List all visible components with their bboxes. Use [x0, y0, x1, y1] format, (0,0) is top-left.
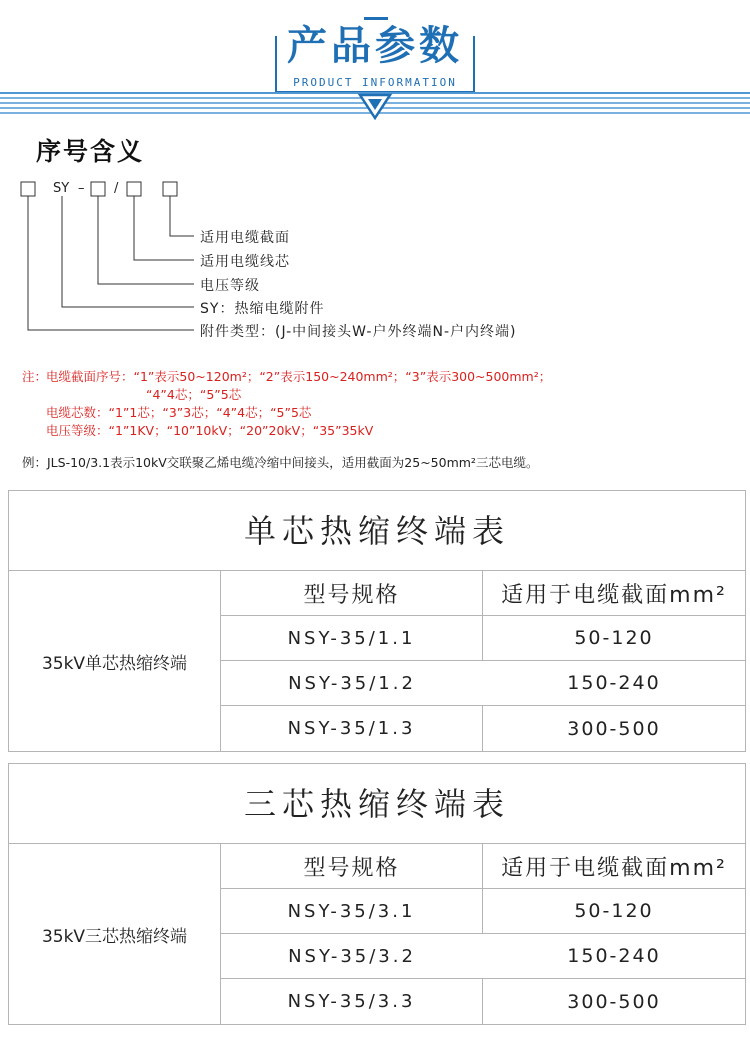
label-sy-accessory: SY：热缩电缆附件: [200, 301, 325, 317]
table-cell-range: 50-120: [483, 616, 745, 661]
label-cable-section: 适用电缆截面: [200, 230, 290, 246]
note-head: 注：: [22, 369, 48, 384]
table-cell-model: NSY-35/1.2: [221, 661, 483, 706]
table-grid: [9, 571, 745, 751]
section-header-banner: [0, 0, 750, 125]
code-meaning-diagram: [0, 176, 750, 346]
product-name-cell: 35kV三芯热缩终端: [9, 844, 221, 1024]
column-header-model: 型号规格: [221, 844, 483, 889]
three-core-table: [8, 763, 746, 1025]
label-cable-core: 适用电缆线芯: [200, 254, 290, 270]
table-title: 三芯热缩终端表: [9, 764, 745, 844]
table-cell-range: 150-240: [483, 661, 745, 706]
table-cell-range: 300-500: [567, 990, 661, 1013]
table-cell-model: NSY-35/3.2: [221, 934, 483, 979]
column-header-section: 适用于电缆截面mm²: [483, 571, 745, 616]
single-core-table: [8, 490, 746, 752]
table-grid: [9, 844, 745, 1024]
table-cell-model: NSY-35/3.1: [221, 889, 483, 934]
note-voltage-line: 电压等级：“1”1KV；“10”10kV；“20”20kV；“35”35kV: [46, 423, 374, 438]
header-title: 产品参数: [287, 23, 463, 69]
table-cell-model: NSY-35/1.3: [221, 706, 483, 751]
label-voltage-level: 电压等级: [200, 278, 260, 294]
note-cores-line: 电缆芯数：“1”1芯；“3”3芯；“4”4芯；“5”5芯: [46, 405, 312, 420]
example-text: 例：JLS-10/3.1表示10kV交联聚乙烯电缆冷缩中间接头，适用截面为25~50mm²三芯电缆。: [22, 455, 539, 470]
table-cell-model: NSY-35/3.3: [221, 979, 483, 1024]
label-accessory-type: 附件类型：(J-中间接头W-户外终端N-户内终端): [200, 324, 517, 340]
table-cell-model: NSY-35/1.1: [221, 616, 483, 661]
table-cell-range: 300-500: [567, 717, 661, 740]
column-header-model: 型号规格: [221, 571, 483, 616]
column-header-section: 适用于电缆截面mm²: [483, 844, 745, 889]
product-name-cell: 35kV单芯热缩终端: [9, 571, 221, 751]
header-subtitle: PRODUCT INFORMATION: [293, 76, 457, 89]
code-token-slash: /: [114, 181, 119, 196]
meaning-title: 序号含义: [36, 137, 145, 166]
table-cell-range: 50-120: [483, 889, 745, 934]
note-row-section: [22, 368, 551, 386]
table-title: 单芯热缩终端表: [9, 491, 745, 571]
notes-block: [22, 368, 551, 440]
note-section-line-2: “4”4芯；“5”5芯: [146, 387, 242, 402]
note-section-line-1: 电缆截面序号：“1”表示50~120m²；“2”表示150~240mm²；“3”表示300~500mm²；: [46, 369, 552, 384]
code-token-sy: SY: [53, 181, 70, 196]
code-token-dash: –: [78, 181, 85, 196]
table-cell-range: 150-240: [483, 934, 745, 979]
